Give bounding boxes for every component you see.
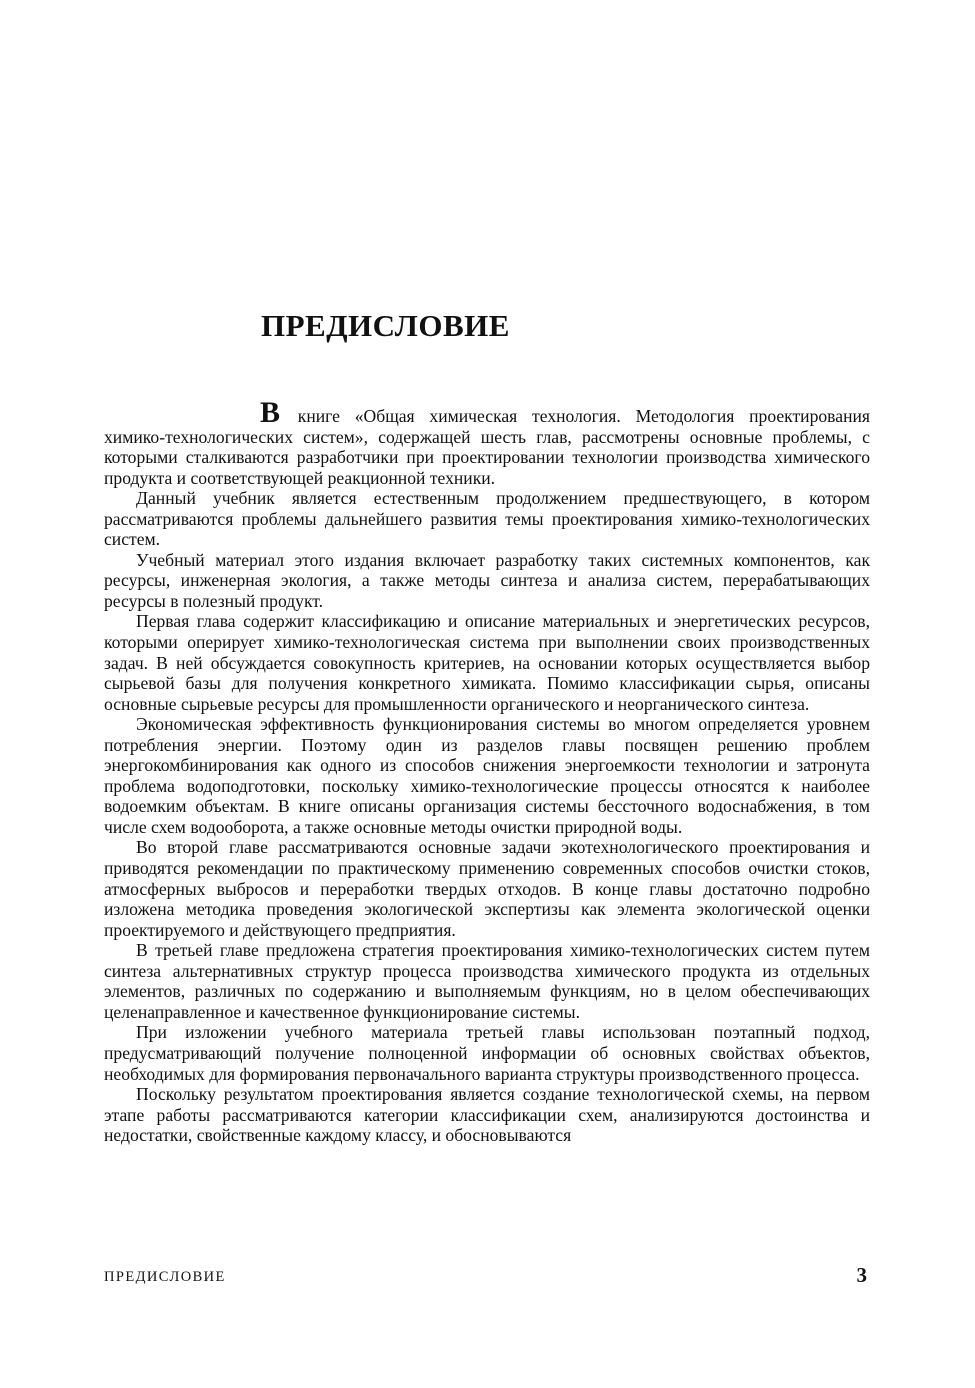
running-footer-title: ПРЕДИСЛОВИЕ <box>104 1269 226 1285</box>
paragraph: Во второй главе рассматриваются основные задачи экотехнологического проектирования и приводятся рекомендации по практическому применению современных способов очистки стоков, атмосферных выбросов и переработки твердых отходов. В конце главы достаточно подробно изложена методика проведения экологической экспертизы как элемента экологической оценки проектируемого и действующего предприятия. <box>104 837 870 940</box>
paragraph: Первая глава содержит классификацию и описание материальных и энергетических ресурсов, которыми оперирует химико-технологическая система при выполнении своих производственных задач. В ней обсуждается совокупность критериев, на основании которых осуществляется выбор сырьевой базы для получения конкретного химиката. Помимо классификации сырья, описаны основные сырьевые ресурсы для промышленности органического и неорганического синтеза. <box>104 611 870 714</box>
paragraph: Экономическая эффективность функционирования системы во многом определяется уровнем потребления энергии. Поэтому один из разделов главы посвящен решению проблем энергокомбинирования как одного из способов снижения энергоемкости технологии и затронута проблема водоподготовки, поскольку химико-технологические процессы относятся к наиболее водоемким объектам. В книге описаны организация системы бессточного водоснабжения, в том числе схем водооборота, а также основные методы очистки природной воды. <box>104 714 870 837</box>
intro-paragraph <box>104 396 870 488</box>
body-text <box>104 396 870 1146</box>
paragraph: При изложении учебного материала третьей главы использован поэтапный подход, предусматривающий получение полноценной информации об основных свойствах объектов, необходимых для формирования первоначального варианта структуры производственного процесса. <box>104 1022 870 1084</box>
paragraph: Данный учебник является естественным продолжением предшествующего, в котором рассматриваются проблемы дальнейшего развития темы проектирования химико-технологических систем. <box>104 488 870 550</box>
page-number: 3 <box>856 1263 867 1287</box>
paragraph: Учебный материал этого издания включает разработку таких системных компонентов, как ресурсы, инженерная экология, а также методы синтеза и анализа систем, перерабатывающих ресурсы в полезный продукт. <box>104 549 870 611</box>
paragraph: Поскольку результатом проектирования является создание технологической схемы, на первом этапе работы рассматриваются категории классификации схем, анализируются достоинства и недостатки, свойственные каждому классу, и обосновываются <box>104 1084 870 1146</box>
paragraph: В третьей главе предложена стратегия проектирования химико-технологических систем путем синтеза альтернативных структур процесса производства химического продукта из отдельных элементов, различных по содержанию и выполняемым функциям, но в целом обеспечивающих целенаправленное и качественное функционирование системы. <box>104 940 870 1022</box>
intro-text: книге «Общая химическая технология. Методология проектирования химико-технологических систем», содержащей шесть глав, рассмотрены основные проблемы, с которыми сталкиваются разработчики при проектировании технологии производства химического продукта и соответствующей реакционной техники. <box>104 406 870 488</box>
drop-cap: В <box>260 396 281 429</box>
page-title: ПРЕДИСЛОВИЕ <box>261 308 510 343</box>
